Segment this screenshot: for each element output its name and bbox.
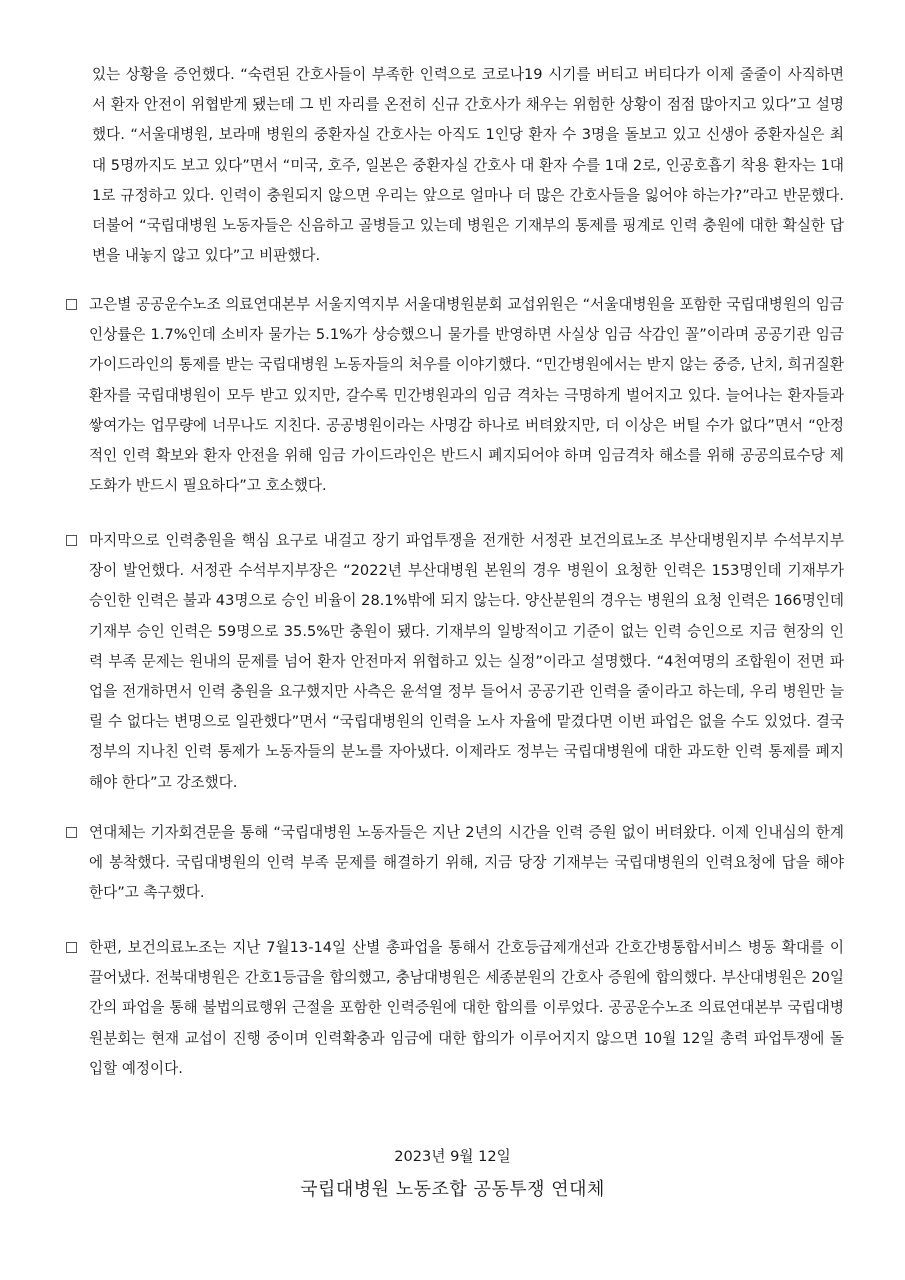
intro-paragraph: 있는 상황을 증언했다. “숙련된 간호사들이 부족한 인력으로 코로나19 시기를 버티고 버티다가 이제 줄줄이 사직하면서 환자 안전이 위협받게 됐는데 그 빈 자리를 온전히 신규 간호사가 채우는 위험한 상황이 점점 많아지고 있다”고 설명했다. “서울대병원, 보라매 병원의 중환자실 간호사는 아직도 1인당 환자 수 3명을 돌보고 있고 신생아 중환자실은 최대 5명까지도 보고 있다”면서 “미국, 호주, 일본은 중환자실 간호사 대 환자 수를 1대 2로, 인공호흡기 착용 환자는 1대 1로 규정하고 있다. 인력이 충원되지 않으면 우리는 앞으로 얼마나 더 많은 간호사들을 잃어야 하는가?”라고 반문했다. 더불어 “국립대병원 노동자들은 신음하고 골병들고 있는데 병원은 기재부의 통제를 핑계로 인력 충원에 대한 확실한 답변을 내놓지 않고 있다”고 비판했다. [92, 66, 844, 265]
checkbox-bullet-icon [66, 299, 77, 310]
list-item [66, 526, 844, 798]
checkbox-bullet-icon [66, 827, 77, 838]
checkbox-bullet-icon [66, 942, 77, 953]
list-item [66, 818, 844, 909]
document-date: 2023년 9월 12일 [394, 1148, 511, 1165]
list-item-text: 한편, 보건의료노조는 지난 7월13-14일 산별 총파업을 통해서 간호등급제개선과 간호간병통합서비스 병동 확대를 이끌어냈다. 전북대병원은 간호1등급을 합의했고, 충남대병원은 세종분원의 간호사 증원에 합의했다. 부산대병원은 20일간의 파업을 통해 불법의료행위 근절을 포함한 인력증원에 대한 합의를 이루었다. 공공운수노조 의료연대본부 국립대병원분회는 현재 교섭이 진행 중이며 인력확충과 임금에 대한 합의가 이루어지지 않으면 10월 12일 총력 파업투쟁에 돌입할 예정이다. [89, 939, 844, 1077]
checkbox-bullet-icon [66, 535, 77, 546]
list-item-text: 고은별 공공운수노조 의료연대본부 서울지역지부 서울대병원분회 교섭위원은 “서울대병원을 포함한 국립대병원의 임금 인상률은 1.7%인데 소비자 물가는 5.1%가 상승했으니 물가를 반영하면 사실상 임금 삭감인 꼴”이라며 공공기관 임금 가이드라인의 통제를 받는 국립대병원 노동자들의 처우를 이야기했다. “민간병원에서는 받지 않는 중증, 난치, 희귀질환 환자를 국립대병원이 모두 받고 있지만, 갈수록 민간병원과의 임금 격차는 극명하게 벌어지고 있다. 늘어나는 환자들과 쌓여가는 업무량에 너무나도 지친다. 공공병원이라는 사명감 하나로 버텨왔지만, 더 이상은 버틸 수가 없다”면서 “안정적인 인력 확보와 환자 안전을 위해 임금 가이드라인은 반드시 폐지되어야 하며 임금격차 해소를 위해 공공의료수당 제도화가 반드시 필요하다”고 호소했다. [89, 296, 844, 495]
document-signature: 국립대병원 노동조합 공동투쟁 연대체 [300, 1179, 605, 1200]
list-item-text: 연대체는 기자회견문을 통해 “국립대병원 노동자들은 지난 2년의 시간을 인력 증원 없이 버텨왔다. 이제 인내심의 한계에 봉착했다. 국립대병원의 인력 부족 문제를 해결하기 위해, 지금 당장 기재부는 국립대병원의 인력요청에 답을 해야 한다”고 촉구했다. [89, 824, 844, 902]
list-item [66, 290, 844, 501]
list-item [66, 933, 844, 1084]
list-item-text: 마지막으로 인력충원을 핵심 요구로 내걸고 장기 파업투쟁을 전개한 서정관 보건의료노조 부산대병원지부 수석부지부장이 발언했다. 서정관 수석부지부장은 “2022년 부산대병원 본원의 경우 병원이 요청한 인력은 153명인데 기재부가 승인한 인력은 불과 43명으로 승인 비율이 28.1%밖에 되지 않는다. 양산분원의 경우는 병원의 요청 인력은 166명인데 기재부 승인 인력은 59명으로 35.5%만 충원이 됐다. 기재부의 일방적이고 기준이 없는 인력 승인으로 지금 현장의 인력 부족 문제는 원내의 문제를 넘어 환자 안전마저 위협하고 있는 실정”이라고 설명했다. “4천여명의 조합원이 전면 파업을 전개하면서 인력 충원을 요구했지만 사측은 윤석열 정부 들어서 공공기관 인력을 줄이라고 하는데, 우리 병원만 늘릴 수 없다는 변명으로 일관했다”면서 “국립대병원의 인력을 노사 자율에 맡겼다면 이번 파업은 없을 수도 있었다. 결국 정부의 지나친 인력 통제가 노동자들의 분노를 자아냈다. 이제라도 정부는 국립대병원에 대한 과도한 인력 통제를 폐지해야 한다”고 강조했다. [89, 532, 844, 791]
